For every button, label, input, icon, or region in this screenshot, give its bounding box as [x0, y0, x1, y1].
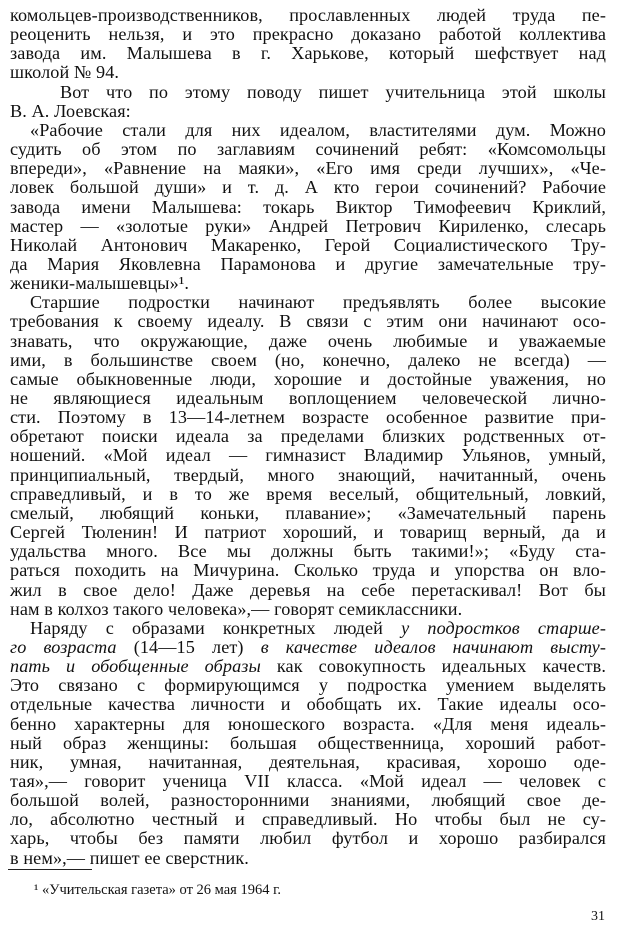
footnote-rule — [8, 869, 92, 870]
text-line: ношений. «Мой идеал — гимназист Владимир Ульянов, умный, — [10, 445, 606, 466]
text-line: Николай Антонович Макаренко, Герой Социалистического Тру- — [10, 234, 606, 255]
text-line: комольцев-производственников, прославленных людей труда пе- — [10, 5, 606, 25]
text-line: «Рабочие стали для них идеалом, властителями дум. Можно — [30, 119, 606, 140]
text-line: самые обыкновенные люди, хорошие и достойные уважения, но — [10, 368, 606, 389]
text-line: знавать, что окружающие, даже очень любимые и уважаемые — [10, 330, 606, 351]
text-line: ный образ женщины: большая общественница, хороший работ- — [10, 732, 606, 753]
text-line: большой волей, разносторонними знаниями, любящий свое де- — [10, 790, 606, 811]
text-line: В. А. Лоевская: — [10, 100, 131, 121]
text-line: раться походить на Мичурина. Сколько труда и упорства он вло- — [10, 560, 606, 581]
text-line: нам в колхоз такого человека»,— говорят семиклассники. — [10, 598, 463, 619]
text-line: бенно характерны для юношеского возраста. «Для меня идеаль- — [10, 713, 606, 734]
page-number: 31 — [591, 909, 605, 924]
footnote: ¹ «Учительская газета» от 26 мая 1964 г. — [34, 882, 282, 898]
text-line: принципиальный, твердый, много знающий, начитанный, очень — [10, 464, 606, 485]
text-line: ло, абсолютно честный и справедливый. Но чтобы был не су- — [10, 809, 606, 830]
text-line: ловек большой души» и т. д. А кто герои сочинений? Рабочие — [10, 177, 606, 198]
text-line: требования к своему идеалу. В связи с этим они начинают осо- — [10, 311, 606, 332]
text-line: Наряду с образами конкретных людей у подростков старше- — [30, 617, 606, 638]
text-line: мастер — «золотые руки» Андрей Петрович Кириленко, слесарь — [10, 215, 606, 236]
text-line: Старшие подростки начинают предъявлять более высокие — [30, 292, 606, 313]
text-line: жил в свое дело! Даже деревья на себе перетаскивал! Вот бы — [10, 579, 606, 600]
text-line: завода имени Малышева: токарь Виктор Тимофеевич Криклий, — [10, 196, 606, 217]
text-line: смелый, любящий коньки, плавание»; «Замечательный парень — [10, 502, 606, 523]
text-line: судить об этом по заглавиям сочинений ребят: «Комсомольцы — [10, 139, 606, 160]
text-line: впереди», «Равнение на маяки», «Его имя среди лучших», «Че- — [10, 158, 606, 179]
text-line: Вот что по этому поводу пишет учительница этой школы — [60, 81, 606, 102]
text-line: ими, в большинстве своем (но, конечно, далеко не всегда) — — [10, 349, 606, 370]
text-line: сти. Поэтому в 13—14-летнем возрасте особенное развитие при- — [10, 407, 606, 428]
text-line: удальства много. Все мы должны быть такими!»; «Буду ста- — [10, 541, 606, 562]
text-line: Сергей Тюленин! И патриот хороший, и товарищ верный, да и — [10, 522, 606, 543]
text-line: завода им. Малышева в г. Харькове, который шефствует над — [10, 43, 606, 64]
text-line: ник, умная, начитанная, деятельная, красивая, хорошо оде- — [10, 751, 606, 772]
text-line: женики-малышевцы»¹. — [10, 273, 190, 294]
text-line: пать и обобщенные образы как совокупность идеальных качеств. — [10, 656, 606, 677]
text-line: в нем»,— пишет ее сверстник. — [10, 847, 249, 868]
text-line: тая»,— говорит ученица VII класса. «Мой идеал — человек с — [10, 771, 606, 791]
text-line: харь, чтобы без памяти любил футбол и хорошо разбирался — [10, 828, 606, 849]
text-line: обретают поиски идеала за пределами близких родственных от- — [10, 426, 606, 447]
text-line: школой № 94. — [10, 62, 120, 83]
text-line: Это связано с формирующимся у подростка умением выделять — [10, 675, 606, 696]
text-line: реоценить нельзя, и это прекрасно доказано работой коллектива — [10, 24, 606, 45]
text-line: го возраста (14—15 лет) в качестве идеалов начинают высту- — [10, 636, 606, 657]
text-line: да Мария Яковлевна Парамонова и другие замечательные тру- — [10, 253, 606, 274]
text-line: справедливый, и в то же время веселый, общительный, ловкий, — [10, 483, 606, 504]
text-line: не являющиеся идеальным воплощением человеческой лично- — [10, 388, 606, 408]
text-line: отдельные качества личности и обобщать их. Такие идеалы осо- — [10, 694, 606, 715]
